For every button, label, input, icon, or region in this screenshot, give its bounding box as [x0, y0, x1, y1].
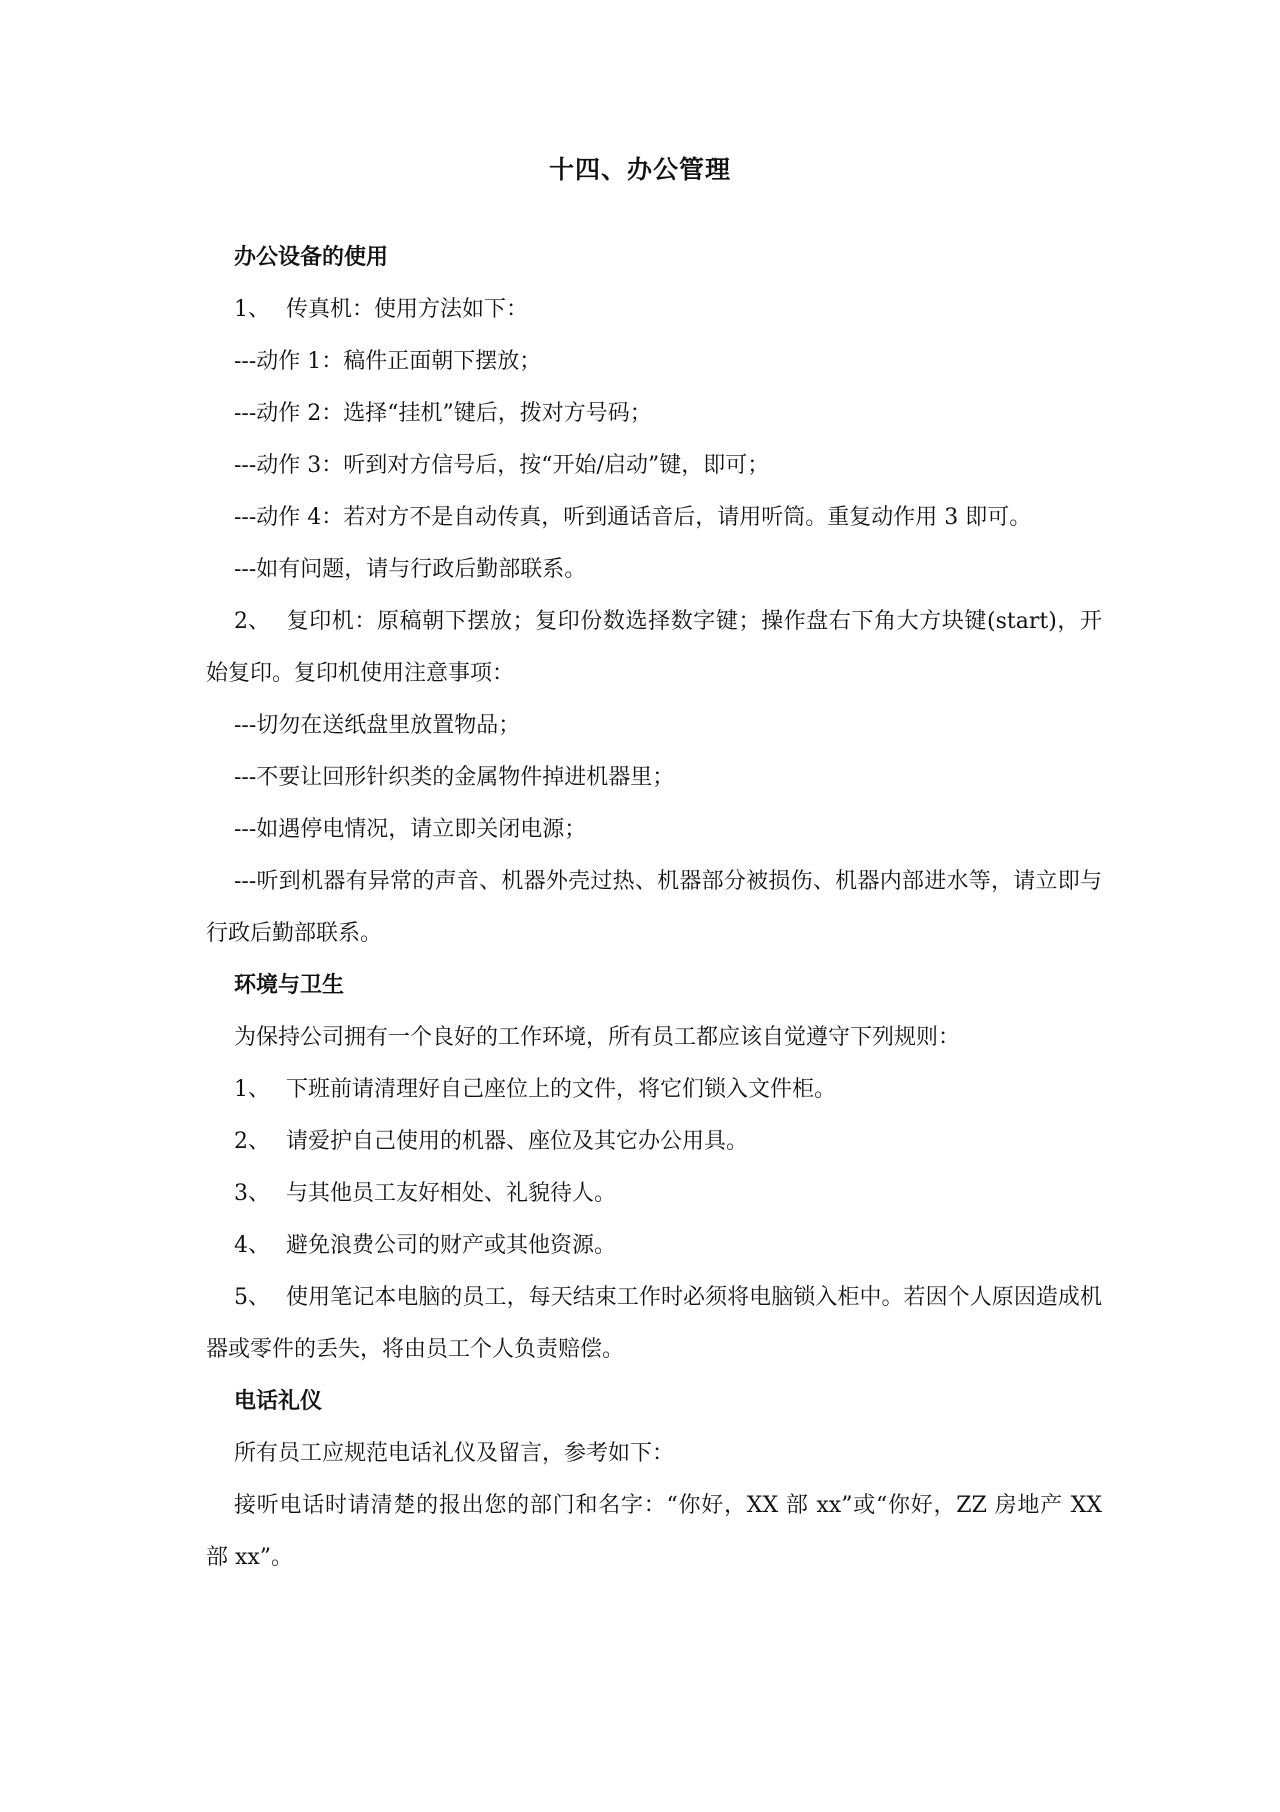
- list-text: 传真机：使用方法如下：: [286, 297, 529, 322]
- list-text: 复印机：原稿朝下摆放；复印份数选择数字键；操作盘右下角大方块键(start)，开始复印。复印机使用注意事项：: [206, 609, 1102, 686]
- list-text: 使用笔记本电脑的员工，每天结束工作时必须将电脑锁入柜中。若因个人原因造成机器或零件的丢失，将由员工个人负责赔偿。: [206, 1285, 1102, 1362]
- list-number: 4、: [234, 1233, 270, 1258]
- document-body: [206, 232, 1102, 1584]
- paragraph: ---动作 1：稿件正面朝下摆放；: [234, 349, 542, 374]
- list-item: [206, 596, 1102, 700]
- list-item: [206, 1116, 1102, 1168]
- paragraph: ---动作 4：若对方不是自动传真，听到通话音后，请用听筒。重复动作用 3 即可。: [234, 505, 1032, 530]
- section-heading-phone-etiquette: 电话礼仪: [234, 1389, 323, 1414]
- section-heading-environment: 环境与卫生: [234, 973, 345, 998]
- list-item: [206, 1168, 1102, 1220]
- page-title: 十四、办公管理: [548, 155, 731, 184]
- paragraph: ---动作 2：选择“挂机”键后，拨对方号码；: [234, 401, 652, 426]
- list-number: 5、: [234, 1285, 270, 1310]
- paragraph: ---动作 3：听到对方信号后，按“开始/启动”键，即可；: [234, 453, 770, 478]
- paragraph: 所有员工应规范电话礼仪及留言，参考如下：: [234, 1441, 675, 1466]
- paragraph: ---如有问题，请与行政后勤部联系。: [234, 557, 587, 582]
- list-number: 2、: [234, 609, 270, 634]
- paragraph: ---如遇停电情况，请立即关闭电源；: [234, 817, 587, 842]
- paragraph: ---不要让回形针织类的金属物件掉进机器里；: [234, 765, 675, 790]
- list-text: 下班前请清理好自己座位上的文件，将它们锁入文件柜。: [286, 1077, 837, 1102]
- list-item: [206, 1064, 1102, 1116]
- list-text: 请爱护自己使用的机器、座位及其它办公用具。: [286, 1129, 749, 1154]
- section-heading-office-equipment: 办公设备的使用: [234, 245, 389, 270]
- paragraph: ---听到机器有异常的声音、机器外壳过热、机器部分被损伤、机器内部进水等，请立即与行政后勤部联系。: [206, 869, 1102, 946]
- list-number: 1、: [234, 297, 270, 322]
- list-number: 1、: [234, 1077, 270, 1102]
- list-item: [206, 1272, 1102, 1376]
- list-text: 避免浪费公司的财产或其他资源。: [286, 1233, 617, 1258]
- list-item: [206, 1220, 1102, 1272]
- list-number: 2、: [234, 1129, 270, 1154]
- list-number: 3、: [234, 1181, 270, 1206]
- list-text: 与其他员工友好相处、礼貌待人。: [286, 1181, 617, 1206]
- paragraph: 为保持公司拥有一个良好的工作环境，所有员工都应该自觉遵守下列规则：: [234, 1025, 961, 1050]
- paragraph: 接听电话时请清楚的报出您的部门和名字：“你好，XX 部 xx”或“你好，ZZ 房地产 XX 部 xx”。: [206, 1493, 1102, 1570]
- paragraph: ---切勿在送纸盘里放置物品；: [234, 713, 521, 738]
- list-item: [206, 284, 1102, 336]
